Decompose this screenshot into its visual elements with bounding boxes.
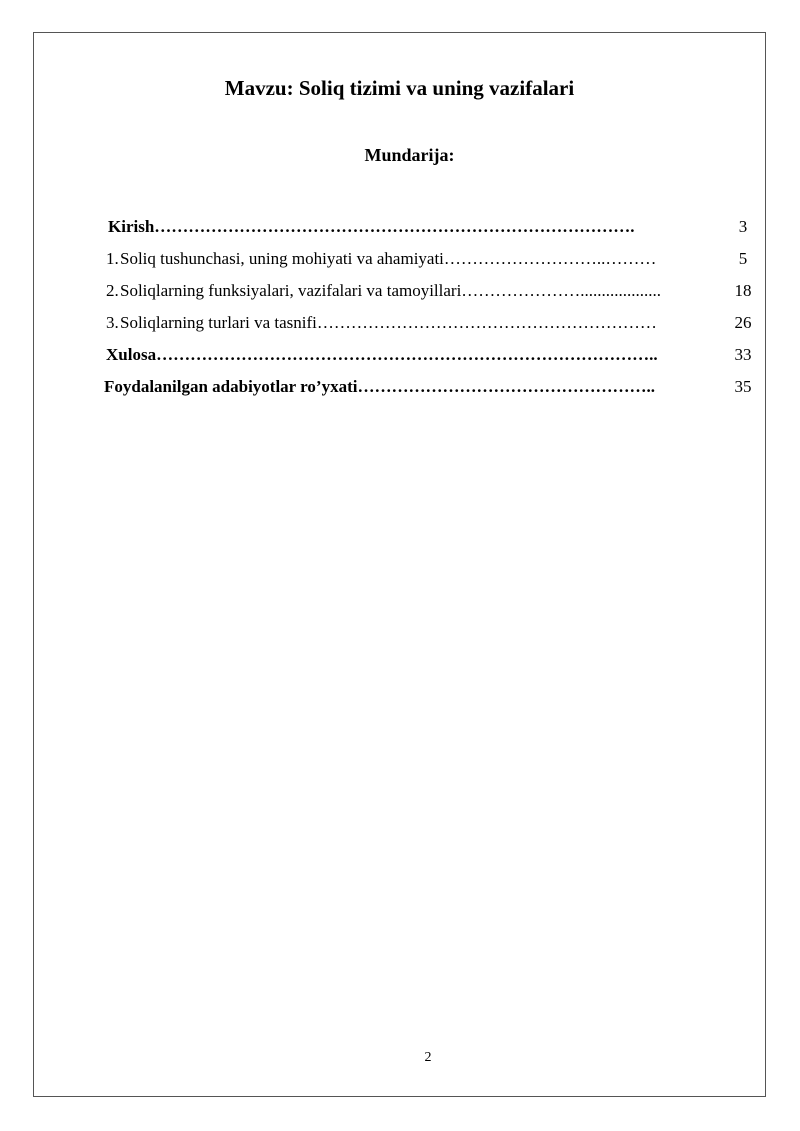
toc-entry-1 xyxy=(106,247,714,271)
toc-entry-number: 3. xyxy=(106,313,119,332)
toc-page-adabiyotlar: 35 xyxy=(734,377,752,396)
table-of-contents xyxy=(0,0,800,420)
toc-page-xulosa: 33 xyxy=(734,345,752,364)
toc-entry-kirish xyxy=(108,215,714,239)
toc-entry-3 xyxy=(106,311,714,335)
toc-entry-text: Soliqlarning funksiyalari, vazifalari va tamoyillari…………………................... xyxy=(120,281,662,300)
toc-entry-text: Soliqlarning turlari va tasnifi…………………………………………………… xyxy=(120,313,657,332)
toc-entry-number: 2. xyxy=(106,281,119,300)
toc-entry-adabiyotlar xyxy=(104,375,716,399)
toc-entry-text: Soliq tushunchasi, uning mohiyati va ahamiyati………………………..……… xyxy=(120,249,657,268)
toc-entry-text: Foydalanilgan adabiyotlar ro’yxati…………………………………………….. xyxy=(104,377,655,396)
toc-heading: Mundarija: xyxy=(364,145,455,165)
toc-page-1: 5 xyxy=(738,249,748,268)
toc-entry-number: 1. xyxy=(106,249,119,268)
toc-entry-text: Xulosa…………………………………………………………………………….. xyxy=(106,345,658,364)
toc-entry-text: Kirish…………………………………………………………………………. xyxy=(108,217,635,236)
toc-page-2: 18 xyxy=(734,281,752,300)
toc-entry-2 xyxy=(106,279,716,303)
toc-page-3: 26 xyxy=(734,313,752,332)
document-title: Mavzu: Soliq tizimi va uning vazifalari xyxy=(224,76,575,100)
toc-entry-xulosa xyxy=(106,343,716,367)
toc-page-kirish: 3 xyxy=(738,217,748,236)
page-number: 2 xyxy=(424,1050,432,1065)
